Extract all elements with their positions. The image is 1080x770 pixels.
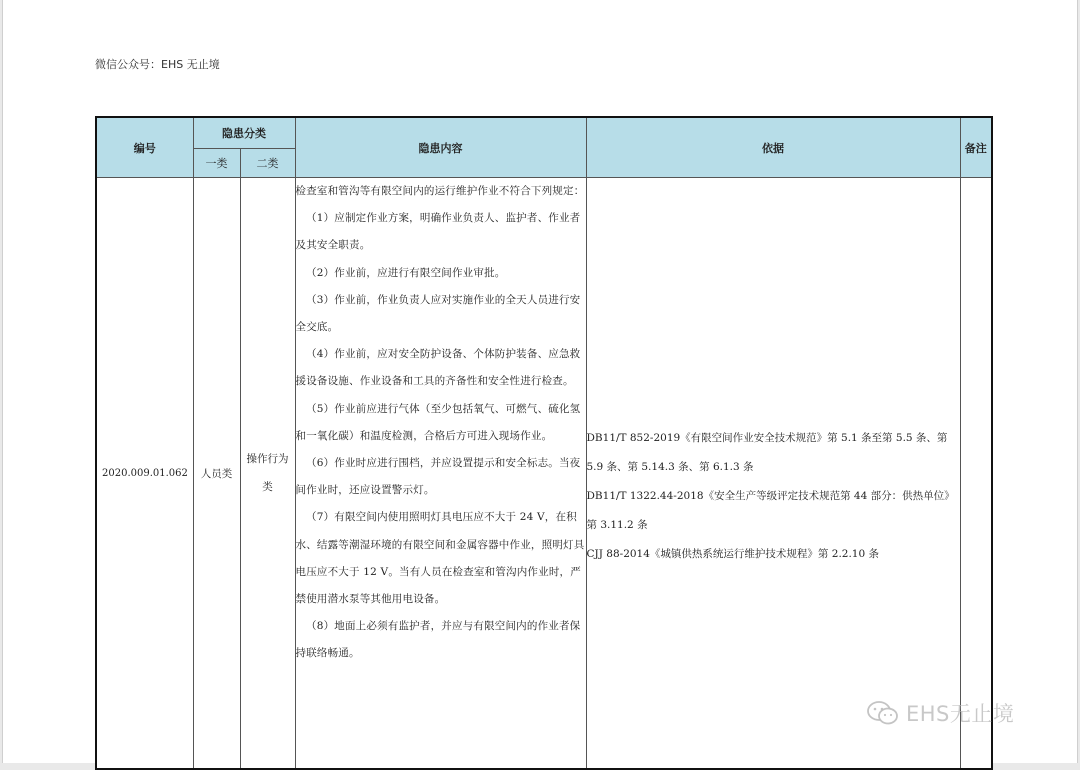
header-remark: 备注 — [960, 117, 992, 178]
header-category: 隐患分类 — [193, 117, 295, 149]
row-category-l1: 人员类 — [193, 178, 240, 770]
watermark — [866, 698, 1014, 728]
content-paragraph: （2）作业前，应进行有限空间作业审批。 — [306, 266, 506, 279]
basis-item: DB11/T 1322.44-2018《安全生产等级评定技术规范第 44 部分：供热单位》第 3.11.2 条 — [586, 489, 955, 531]
document-page — [2, 0, 1078, 763]
header-category-l2: 二类 — [240, 149, 295, 178]
row-remark — [960, 178, 992, 770]
content-paragraph: （1）应制定作业方案，明确作业负责人、监护者、作业者及其安全职责。 — [295, 212, 581, 252]
header-category-l1: 一类 — [193, 149, 240, 178]
hazard-table — [95, 116, 993, 770]
row-number: 2020.009.01.062 — [96, 178, 193, 770]
watermark-text: EHS无止境 — [906, 702, 1015, 726]
row-category-l2: 操作行为类 — [240, 178, 295, 770]
header-number: 编号 — [96, 117, 193, 178]
content-paragraph: （7）有限空间内使用照明灯具电压应不大于 24 V，在积水、结露等潮湿环境的有限空间和金属容器中作业，照明灯具电压应不大于 12 V。当有人员在检查室和管沟内作业时，严禁使用潜水泵等其他用电设备。 — [295, 511, 585, 606]
header-note: 微信公众号：EHS 无止境 — [95, 58, 220, 71]
header-basis: 依据 — [586, 117, 960, 178]
content-paragraph: 检查室和管沟等有限空间内的运行维护作业不符合下列规定： — [295, 185, 585, 197]
content-paragraph: （4）作业前，应对安全防护设备、个体防护装备、应急救援设备设施、作业设备和工具的齐备性和安全性进行检查。 — [295, 348, 581, 388]
row-basis — [586, 178, 960, 770]
content-paragraph: （8）地面上必须有监护者，并应与有限空间内的作业者保持联络畅通。 — [295, 620, 581, 660]
content-paragraph: （6）作业时应进行围档，并应设置提示和安全标志。当夜间作业时，还应设置警示灯。 — [295, 457, 581, 497]
table-row — [96, 178, 992, 770]
content-paragraph: （3）作业前，作业负责人应对实施作业的全天人员进行安全交底。 — [295, 293, 581, 334]
content-paragraph: （5）作业前应进行气体（至少包括氧气、可燃气、硫化氢和一氧化碳）和温度检测，合格后方可进入现场作业。 — [295, 402, 581, 442]
basis-item: DB11/T 852-2019《有限空间作业安全技术规范》第 5.1 条至第 5.5 条、第 5.9 条、第 5.14.3 条、第 6.1.3 条 — [586, 431, 948, 473]
header-content: 隐患内容 — [295, 117, 586, 178]
row-content — [295, 178, 586, 770]
basis-item: CJJ 88-2014《城镇供热系统运行维护技术规程》第 2.2.10 条 — [586, 547, 879, 560]
wechat-icon — [866, 700, 900, 726]
